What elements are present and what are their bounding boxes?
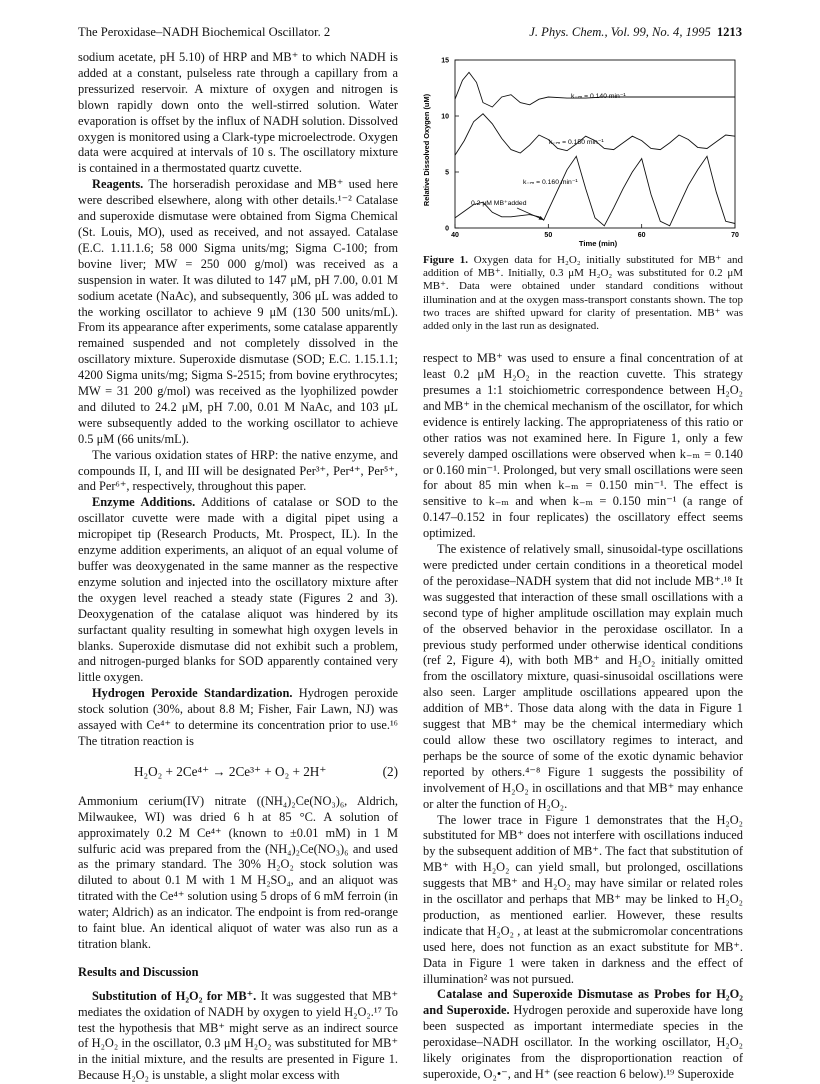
- reagents-text: The horseradish peroxidase and MB⁺ used here were described elsewhere, along with other details.¹⁻² Catalase and superoxide dismutase were obtained from Sigma Chemical (St. Louis, MO), used as received, and not assayed. Catalase (E.C. 1.11.1.6; 58 000 Sigma units/mg; Sigma C-100; from bovine liver; MW = 250 000 g/mol) was received as a suspension in water. It was diluted to 147 μM, pH 7.00, 0.01 M sodium acetate (NaAc), and subsequently, 306 μL was added to the working oscillator to achieve 9 μM (130 500 units/mL). From its appearance after experiments, some catalase apparently remained suspended and not completely dissolved in the oscillatory mixture. Superoxide dismutase (SOD; E.C. 1.15.1.1; 4200 Sigma units/mg; Sigma S-2515; from bovine erythrocytes; MW = 31 200 g/mol) was received as the lyophilized powder and diluted to 24.2 μM, pH 7.00, 0.01 M NaAc, and 103 μL were subsequently added to the working oscillator to achieve 0.5 μM (66 units/mL).: [78, 177, 398, 446]
- x-tick-label: 70: [731, 232, 739, 239]
- journal-name: J. Phys. Chem., Vol. 99, No. 4, 1995: [529, 25, 711, 39]
- h2o2-heading: Hydrogen Peroxide Standardization.: [92, 686, 293, 701]
- catalase-text: Hydrogen peroxide and superoxide have long been suspected as important intermediate species in the peroxidase–NADH oscillator. In the working oscillator, H₂O₂ likely originates from the disproportionation reaction of superoxide, O₂•⁻, and H⁺ (see reaction 6 below).¹⁹ Superoxide: [423, 1003, 743, 1081]
- paragraph-lower-trace: The lower trace in Figure 1 demonstrates that the H₂O₂ substituted for MB⁺ does not interfere with oscillations induced by the subsequent addition of MB⁺. The fact that substitution of MB⁺ with H₂O₂ can yield small, but prolonged, oscillations suggests that MB⁺ and H₂O₂ may have similar or related roles in the oscillator and perhaps that MB⁺ may be linked to H₂O₂ production, as mentioned earlier. However, these results indicate that H₂O₂ , at least at the submicromolar concentrations used here, does not function as an exact substitute for MB⁺. Data in Figure 1 were taken in darkness and the effect of illumination² was not pursued.: [423, 812, 743, 986]
- running-header: [78, 25, 742, 43]
- x-tick-label: 60: [637, 232, 646, 239]
- figure-caption: [423, 254, 743, 333]
- chart-xlabel: Time (min): [578, 239, 618, 248]
- paragraph-catalase-sod: [423, 987, 743, 1082]
- page-number: 1213: [716, 25, 742, 39]
- substitution-heading: Substitution of H₂O₂ for MB⁺.: [92, 988, 257, 1003]
- paragraph-enzyme-additions: [78, 495, 398, 686]
- paragraph-substitution: [78, 989, 398, 1084]
- annotation-k-0140: k₋ₘ = 0.140 min⁻¹: [571, 93, 626, 100]
- y-tick-label: 10: [441, 113, 449, 121]
- caption-label: Figure 1.: [423, 254, 468, 266]
- paragraph-ammonium-cerium: Ammonium cerium(IV) nitrate ((NH₄)₂Ce(NO₃)₆, Aldrich, Milwaukee, WI) was dried 6 h at 85 °C. A solution of approximately 0.2 M Ce⁴⁺ (known to ±0.01 mM) in 1 M sulfuric acid was prepared from the (NH₄)₂Ce(NO₃)₆ and used as the primary standard. The 30% H₂O₂ stock solution was diluted to about 0.1 M with 1 M H₂SO₄, and an aliquot was titrated with the Ce⁴⁺ solution using 5 drops of 6 mM ferroin (in water; Aldrich) as an indicator. The endpoint is from red-orange to faint blue. An identical aliquot of water was also run as a titration blank.: [78, 793, 398, 951]
- paragraph-reagents: [78, 177, 398, 447]
- series-line-3: [455, 156, 735, 226]
- chart-ylabel: Relative Dissolved Oxygen (uM): [422, 93, 431, 207]
- x-tick-label: 40: [451, 232, 459, 239]
- caption-text: Oxygen data for H₂O₂ initially substituted for MB⁺ and addition of MB⁺. Initially, 0.3 μM H₂O₂ was substituted for 0.2 μM MB⁺. Data were obtained under standard conditions without illumination and at the oxygen mass-transport constants shown. The top two traces are shifted upward for clarity of presentation. MB⁺ was added only in the last run as designated.: [423, 254, 743, 333]
- paragraph-h2o2-standardization: [78, 686, 398, 750]
- paragraph-oxidation-states: The various oxidation states of HRP: the native enzyme, and compounds II, I, and III will be designated Per³⁺, Per⁴⁺, Per⁵⁺, and Per⁶⁺, respectively, throughout this paper.: [78, 447, 398, 494]
- section-heading-results: Results and Discussion: [78, 964, 199, 979]
- h2o2-text: Hydrogen peroxide stock solution (30%, about 8.8 M; Fisher, Fair Lawn, NJ) was assayed with Ce⁴⁺ to determine its concentration prior to use.¹⁶ The titration reaction is: [78, 686, 398, 748]
- enzyme-text: Additions of catalase or SOD to the oscillator cuvette were made with a digital pipet using a micropipet tip (Research Products, Mt. Prospect, IL). In the enzyme addition experiments, an aliquot of an equal volume of buffer was deoxygenated in the same manner as the respective enzyme solution and injected into the oscillatory mixture after the oxygen level reached a steady state (Figures 2 and 3). Deoxygenation of the catalase aliquot was hindered by its surfactant quality resulting in somewhat high oxygen levels in blanks. Superoxide dismutase did not exhibit such a problem, and nitrogen-purged blanks for SOD apparently contained very little oxygen.: [78, 495, 398, 685]
- running-title: The Peroxidase–NADH Biochemical Oscillator. 2: [78, 25, 331, 39]
- paragraph-intro: sodium acetate, pH 5.10) of HRP and MB⁺ to which NADH is added at a constant, pulseless rate through a capillary from a pressurized reservoir. A mixture of oxygen and nitrogen is blown rapidly down onto the well-stirred solution. Water evaporation is offset by the influx of NADH solution. Dissolved oxygen is monitored using a Clark-type microelectrode. Oxygen data were acquired at intervals of 10 s. The oscillatory mixture is contained in a thermostated quartz cuvette.: [78, 50, 398, 176]
- equation-2: [78, 764, 398, 780]
- enzyme-heading: Enzyme Additions.: [92, 495, 196, 510]
- catalase-heading: Catalase and Superoxide Dismutase as Probes for H₂O₂ and Superoxide.: [423, 987, 743, 1018]
- figure-1: [423, 50, 743, 250]
- series-line-1: [455, 72, 735, 107]
- left-column: [78, 50, 398, 1084]
- equation-body: H₂O₂ + 2Ce⁴⁺ → 2Ce³⁺ + O₂ + 2H⁺: [134, 763, 327, 779]
- paragraph-continuation: respect to MB⁺ was used to ensure a final concentration of at least 0.2 μM H₂O₂ in the reaction cuvette. This strategy presumes a 1:1 stoichiometric correspondence between H₂O₂ and MB⁺ in the chemical mechanism of the oscillator, for which evidence is entirely lacking. The appropriateness of this ratio or other ratios was not examined here. In Figure 1, only a few severely damped oscillations were observed when k₋ₘ = 0.140 or 0.160 min⁻¹. Prolonged, but very small oscillations were seen for about 85 min when k₋ₘ = 0.150 min⁻¹. The effect is sensitive to k₋ₘ and when k₋ₘ = 0.150 min⁻¹ (a range of 0.147–0.152 in four replicates) the oscillatory effect seems optimized.: [423, 351, 743, 541]
- paragraph-existence: The existence of relatively small, sinusoidal-type oscillations were predicted under certain conditions in a theoretical model of the peroxidase–NADH system that did not include MB⁺.¹⁸ It was suggested that interaction of these small oscillations with a second type of higher amplitude oscillation may explain much of the observed behavior in the peroxidase oscillator. In a previous study performed under otherwise identical conditions (ref 2, Figure 4), with both MB⁺ and H₂O₂ initially omitted from the oscillatory mixture, quasi-sinusoidal oscillations were also seen. Larger amplitude oscillations appeared upon the addition of MB⁺. Those data along with the data in Figure 1 suggest that MB⁺ may be the chemical intermediary which could allow these two oscillatory regimes to interact, and perhaps be the source of some of the exotic dynamic behavior reported by others.⁴⁻⁸ Figure 1 suggests the possibility of involvement of H₂O₂ in oscillations and that MB⁺ may enhance or alter the function of H₂O₂.: [423, 542, 743, 811]
- oxygen-chart: [423, 50, 743, 250]
- x-tick-label: 50: [544, 232, 553, 239]
- substitution-text: It was suggested that MB⁺ mediates the oxidation of NADH by oxygen to yield H₂O₂.¹⁷ To test the hypothesis that MB⁺ might serve as an indirect source of H₂O₂ in the oscillator, 0.3 μM H₂O₂ was substituted for MB⁺ in the initial mixture, and the results are presented in Figure 1. Because H₂O₂ is unstable, a slight molar excess with: [78, 988, 398, 1083]
- journal-citation: [529, 25, 742, 40]
- annotation-k-0160: k₋ₘ = 0.160 min⁻¹: [523, 179, 578, 186]
- y-tick-label: 0: [445, 225, 449, 233]
- y-tick-label: 15: [441, 57, 449, 65]
- equation-number: (2): [382, 763, 398, 779]
- annotation-mb-added: 0.2 μM MB⁺added: [471, 200, 527, 207]
- reagents-heading: Reagents.: [92, 177, 144, 192]
- y-tick-label: 5: [445, 169, 449, 177]
- series-line-2: [455, 114, 735, 155]
- annotation-k-0150: k₋ₘ = 0.150 min⁻¹: [549, 139, 604, 146]
- right-column: [423, 50, 743, 1083]
